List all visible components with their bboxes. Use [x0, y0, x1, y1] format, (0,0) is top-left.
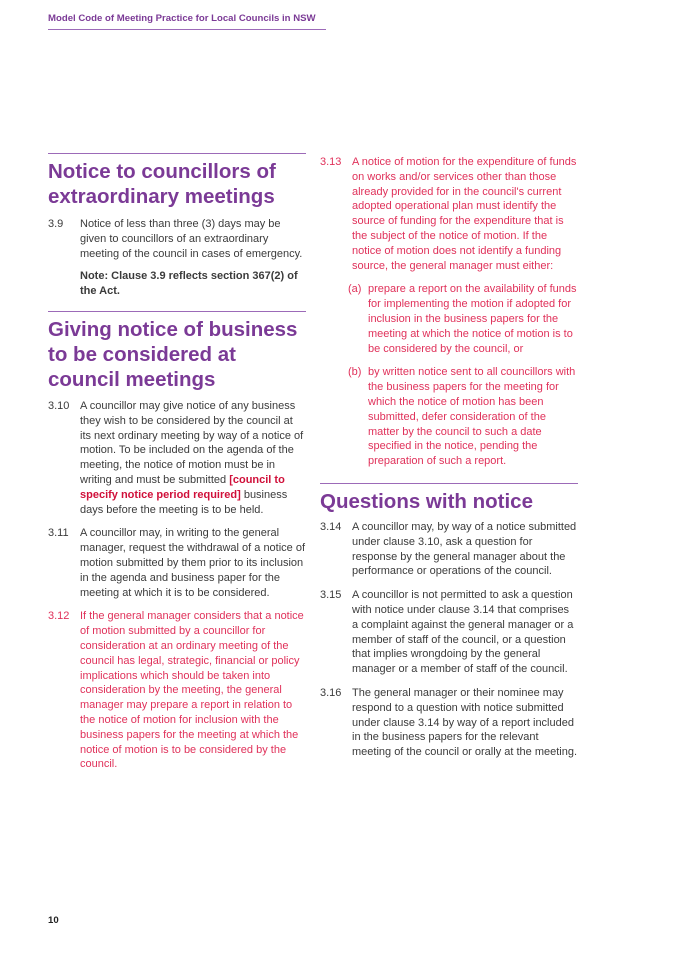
clause-text: Notice of less than three (3) days may be given to councillors of an extraordinary meeting of the council in cases of emergency.: [80, 218, 303, 260]
heading-notice-extraordinary: Notice to councillors of extraordinary meetings: [48, 160, 276, 208]
clause-number: 3.12: [48, 610, 70, 623]
sub-clause-text: prepare a report on the availability of funds for implementing the motion if adopted for inclusion in the business papers for the meeting at which the notice of motion is to be considered by the council, or: [368, 283, 577, 355]
note-clause-3-9: Note: Clause 3.9 reflects section 367(2) of the Act.: [80, 270, 298, 298]
clause-3-13-a: [320, 282, 578, 356]
clause-text: A councillor may, by way of a notice submitted under clause 3.10, ask a question for response by the general manager about the performance or operations of the council.: [352, 520, 577, 578]
clause-3-14: [320, 520, 578, 579]
heading-questions-with-notice: Questions with notice: [320, 489, 533, 513]
clause-number: 3.15: [320, 589, 342, 602]
clause-3-11: [48, 526, 306, 600]
clause-number: 3.14: [320, 520, 342, 533]
clause-text: The general manager or their nominee may respond to a question with notice submitted under clause 3.14 by way of a report included in the business papers for the relevant meeting of the council or orally at the meeting.: [352, 686, 578, 759]
right-column: [320, 155, 578, 760]
left-column: [48, 153, 306, 772]
clause-text-part: A councillor may give notice of any business they wish to be considered by the council at its next ordinary meeting by way of a notice of motion. To be included on the agenda of the meeting, the notice of motion must be in writing and must be submitted: [80, 399, 304, 486]
clause-number: 3.11: [48, 527, 69, 540]
clause-number: 3.10: [48, 399, 70, 412]
clause-text: If the general manager considers that a notice of motion submitted by a councillor for consideration at an ordinary meeting of the council has legal, strategic, financial or policy implications which should be taken into consideration by the meeting, the general manager may prepare a report in relation to the notice of motion for inclusion with the business papers for the meeting at which the notice of motion is to be considered by the council.: [80, 610, 304, 771]
clause-3-10: [48, 399, 306, 517]
clause-3-13: [320, 155, 578, 273]
clause-text: [80, 399, 306, 517]
clause-3-16: [320, 686, 578, 760]
sub-clause-letter: (b): [348, 366, 362, 379]
clause-3-12: [48, 609, 306, 772]
section-divider: [48, 153, 306, 154]
section-divider: [320, 483, 578, 484]
clause-text: A notice of motion for the expenditure of funds on works and/or services other than those already provided for in the council's current adopted operational plan must identify the source of funding for the expenditure that is the subject of the notice of motion. If the notice of motion does not identify a funding source, the general manager must either:: [352, 156, 577, 272]
clause-3-15: [320, 588, 578, 677]
sub-clause-text: by written notice sent to all councillors with the business papers for the meeting for which the notice of motion has been submitted, defer consideration of the matter by the council to such a date specified in the notice, pending the preparation of such a report.: [368, 366, 576, 468]
running-header: Model Code of Meeting Practice for Local Councils in NSW: [48, 13, 326, 30]
sub-clause-letter: (a): [348, 283, 362, 296]
clause-number: 3.9: [48, 218, 64, 230]
clause-number: 3.16: [320, 686, 342, 699]
heading-giving-notice: Giving notice of business to be considered at council meetings: [48, 317, 298, 391]
council-specified-placeholder: [council to specify notice period required]: [80, 473, 285, 501]
page-number: 10: [48, 915, 59, 926]
section-divider: [48, 311, 306, 312]
clause-3-9: [48, 217, 306, 261]
clause-3-13-b: [320, 365, 578, 469]
clause-text-part: business days before the meeting is to be held.: [80, 488, 288, 516]
clause-number: 3.13: [320, 156, 342, 168]
clause-text: A councillor is not permitted to ask a question with notice under clause 3.14 that comprises a complaint against the general manager or a member of staff of the council, or a question that implies wrongdoing by the general manager or a member of staff of the council.: [352, 589, 574, 676]
clause-text: A councillor may, in writing to the general manager, request the withdrawal of a notice of motion submitted by them prior to its inclusion in the agenda and business paper for the meeting at which it is to be considered.: [80, 527, 306, 599]
